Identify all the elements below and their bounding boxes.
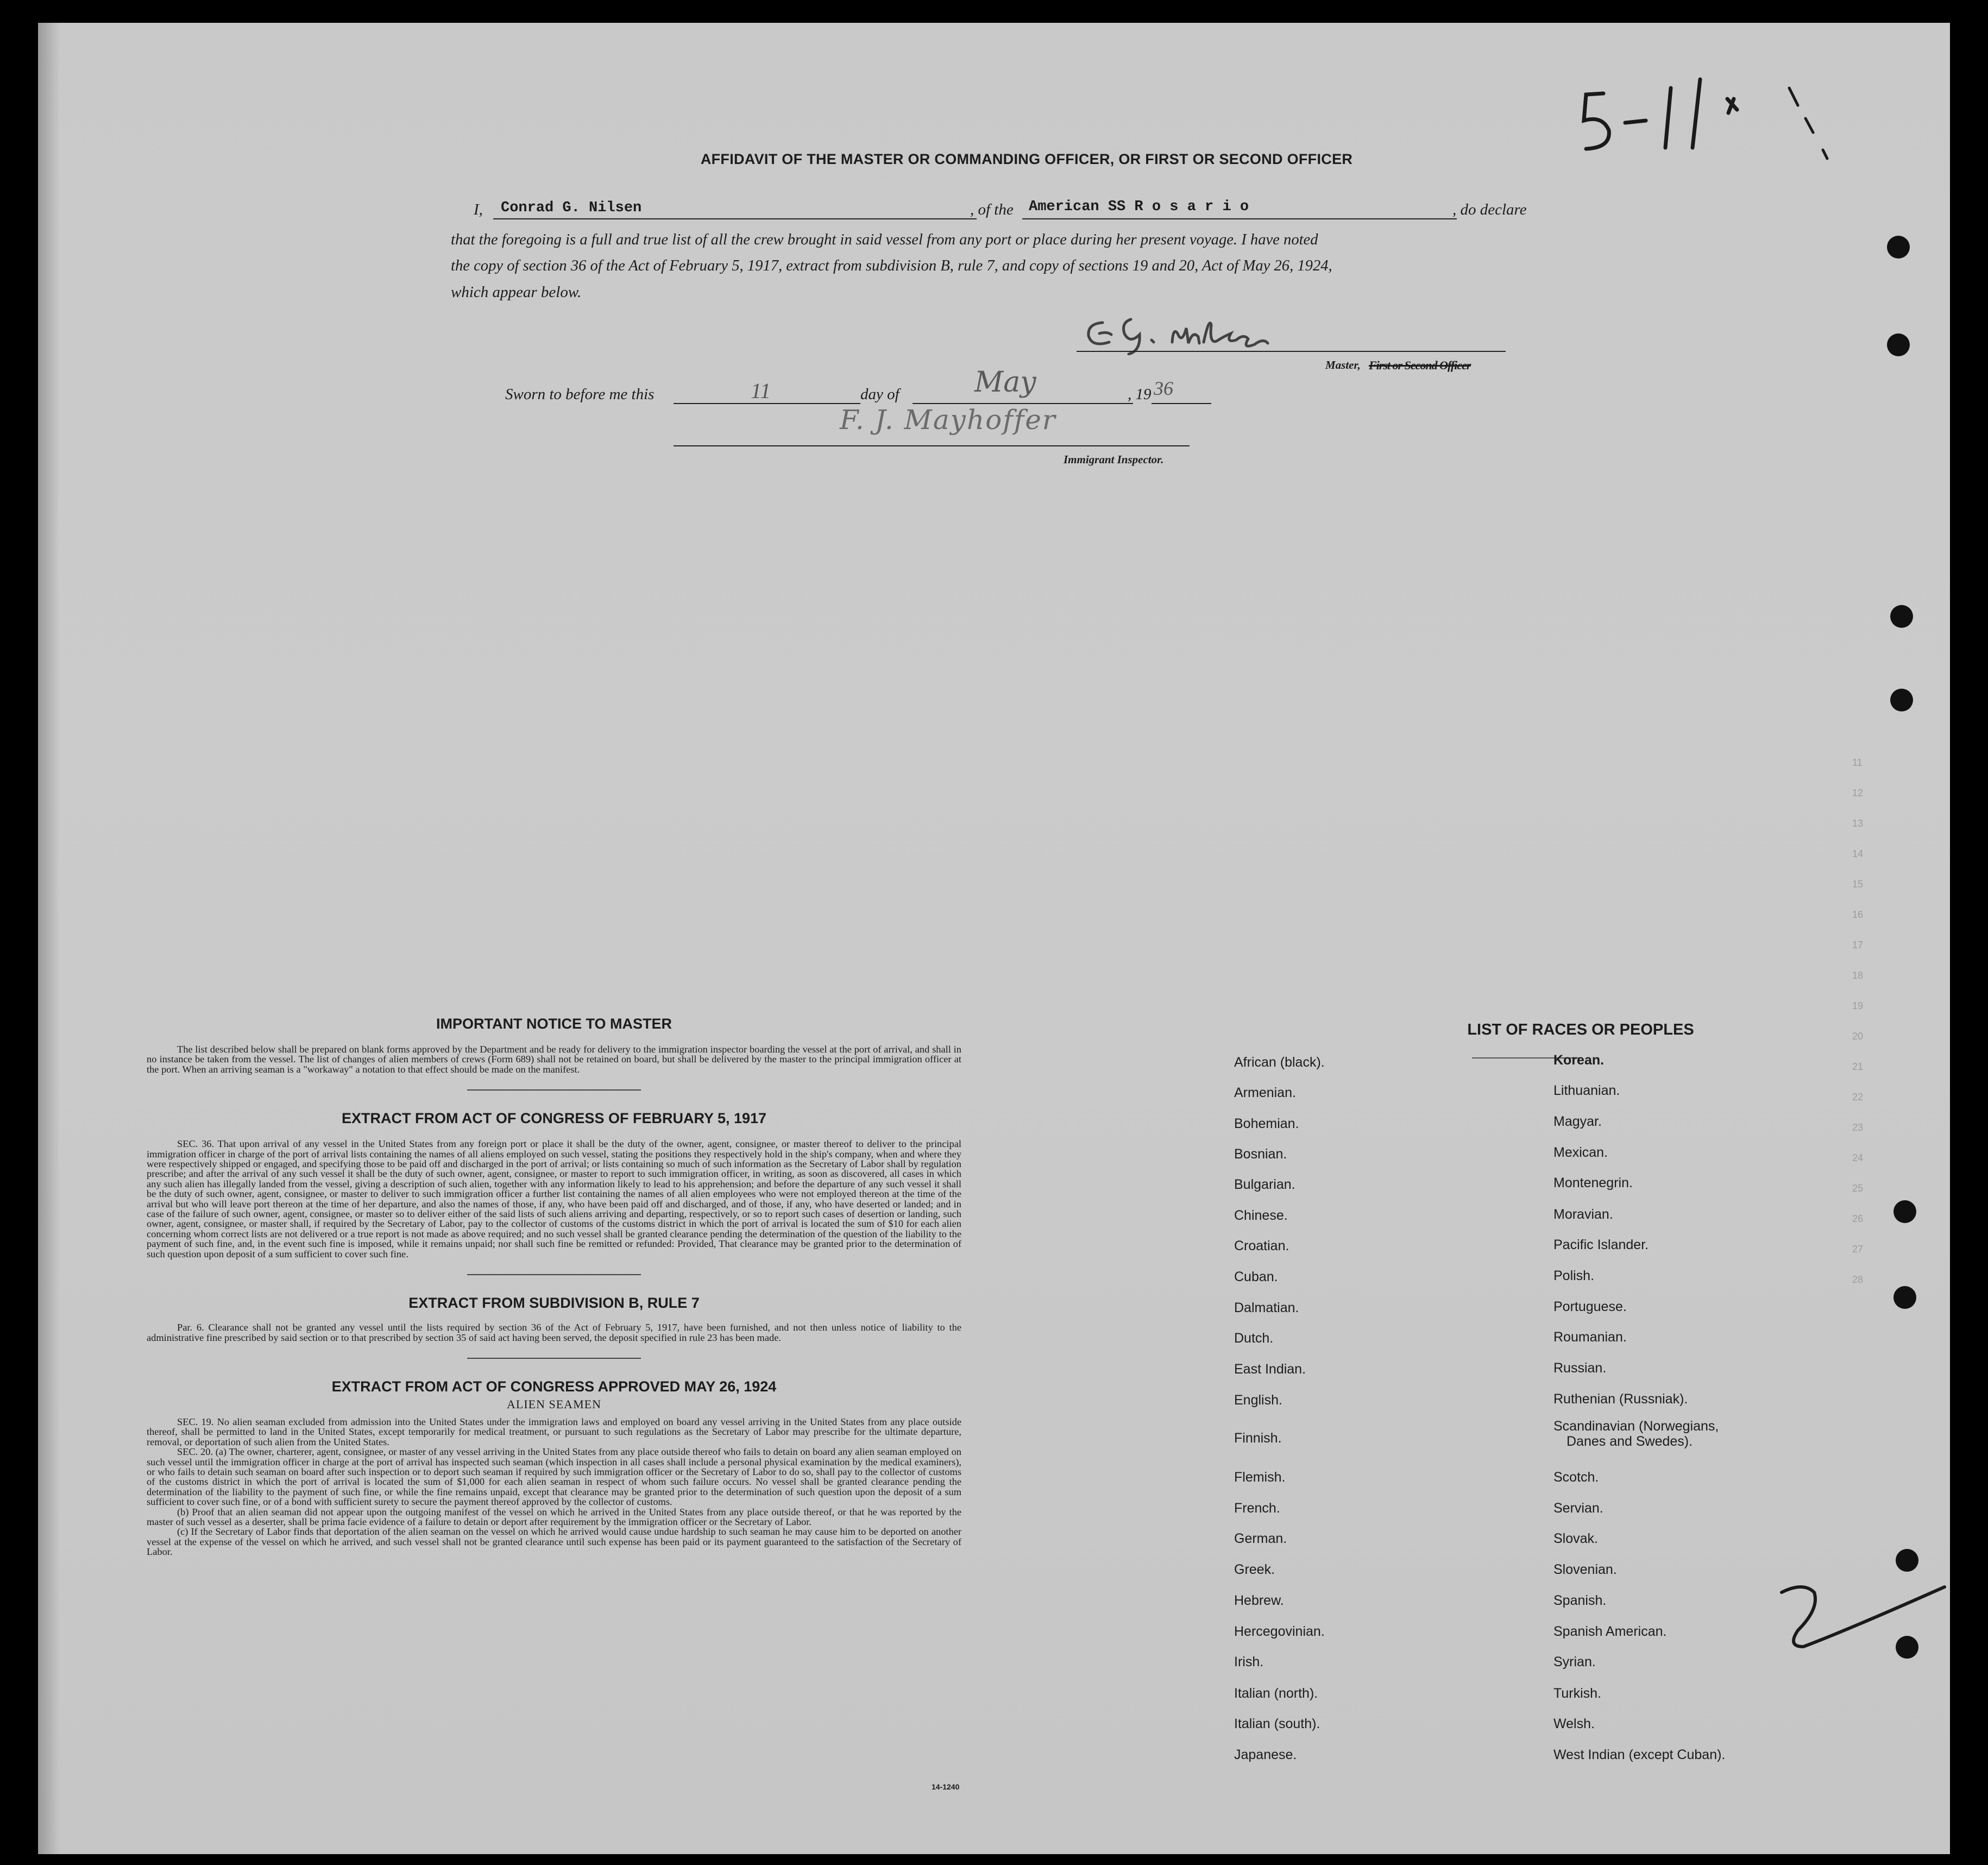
year-value: 36	[1154, 377, 1173, 399]
race-list-item: Servian.	[1553, 1501, 1603, 1516]
binder-hole	[1887, 333, 1910, 356]
notice-title: IMPORTANT NOTICE TO MASTER	[436, 1016, 672, 1032]
race-list-item: German.	[1234, 1531, 1287, 1546]
race-list-item: Roumanian.	[1553, 1330, 1627, 1345]
notice-text: The list described below shall be prepared on blank forms approved by the Department and be ready for delivery to the immigration inspector boarding the vessel at the port of arrival, and shall in no instance be taken from the vessel. The list of changes of alien members of crews (Form 689) shall not be retained on board, but shall be delivered by the master to the principal immigration officer at the port. When an arriving seaman is a "workaway" a notation to that effect should be made on the manifest.	[147, 1044, 961, 1075]
race-list-item: Greek.	[1234, 1562, 1275, 1577]
sworn-label: Sworn to before me this	[505, 386, 655, 403]
race-list-item: Slovak.	[1553, 1531, 1598, 1546]
binder-hole	[1887, 236, 1910, 259]
of-the-label: , of the	[970, 201, 1014, 218]
margin-number: 19	[1852, 1000, 1864, 1011]
binder-hole	[1893, 1286, 1916, 1309]
race-list-item: Polish.	[1553, 1268, 1595, 1283]
page-edge-shadow	[38, 23, 60, 1854]
margin-number: 12	[1852, 787, 1864, 798]
master-name-underline	[493, 218, 977, 219]
separator	[467, 1358, 641, 1359]
vessel-name-underline	[1022, 218, 1457, 219]
document-page	[38, 23, 1950, 1854]
affidavit-text-line-2: that the foregoing is a full and true list of all the crew brought in said vessel from any port or place during her present voyage. I have noted	[451, 231, 1318, 248]
margin-number: 16	[1852, 909, 1864, 920]
affidavit-text-line-4: which appear below.	[451, 283, 582, 301]
margin-number: 15	[1852, 879, 1864, 890]
race-list-item: Spanish American.	[1553, 1624, 1667, 1639]
page-tear-mark	[1776, 83, 1863, 191]
race-list-item: Japanese.	[1234, 1747, 1297, 1762]
sec20a-text: SEC. 20. (a) The owner, charterer, agent, consignee, or master of any vessel arriving in the United States from any place outside thereof who fails to detain on board any alien seaman employed on such vessel until the immigration officer in charge at the port of arrival has inspected such seaman (which inspection in all cases shall include a personal physical examination by the medical examiners), or who fails to detain such seaman on board after such inspection or to deport such seaman if required by such immigration officer or the Secretary of Labor to do so, shall pay to the collector of customs of the customs district in which the port of arrival is located the sum of $1,000 for each alien seaman in respect of whom such failure occurs. No vessel shall be granted clearance pending the determination of the liability to the payment of such fine, or while the fine remains unpaid, except that clearance may be granted prior to the determination of such question upon the deposit of a sum sufficient to cover such fine, or of a bond with sufficient surety to secure the payment thereof approved by the collector of customs.	[147, 1446, 961, 1508]
margin-number: 20	[1852, 1031, 1864, 1042]
sec20b-text: (b) Proof that an alien seaman did not appear upon the outgoing manifest of the vessel on which he arrived in the United States from any place outside thereof, or that he was reported by the master of such vessel as a deserter, shall be prima facie evidence of a failure to detain or deport after requirement by the immigration officer or the Secretary of Labor.	[147, 1506, 961, 1527]
day-value: 11	[751, 379, 771, 403]
affidavit-prefix: I,	[474, 201, 483, 218]
do-declare-label: , do declare	[1452, 201, 1527, 218]
race-list-item: Ruthenian (Russniak).	[1553, 1391, 1688, 1407]
race-list-item: Bosnian.	[1234, 1146, 1287, 1162]
race-list-item: East Indian.	[1234, 1362, 1306, 1377]
margin-number: 24	[1852, 1152, 1864, 1163]
race-list-item: Portuguese.	[1553, 1299, 1627, 1314]
separator	[467, 1274, 641, 1275]
margin-number: 13	[1852, 818, 1864, 829]
month-value: May	[974, 366, 1036, 399]
race-list-item: Scotch.	[1553, 1470, 1599, 1485]
race-list-item: Bulgarian.	[1234, 1177, 1295, 1192]
binder-hole	[1890, 605, 1913, 628]
handwritten-check-mark	[1771, 1576, 1955, 1663]
race-list-item: Hercegovinian.	[1234, 1624, 1325, 1639]
race-list-item: Chinese.	[1234, 1208, 1288, 1223]
affidavit-text-line-3: the copy of section 36 of the Act of February 5, 1917, extract from subdivision B, rule 7, and copy of sections 19 and 20, Act of May 26, 1924,	[451, 257, 1332, 274]
race-list-item: Slovenian.	[1553, 1562, 1617, 1577]
race-list-item: Danes and Swedes).	[1567, 1434, 1693, 1449]
year-underline	[1152, 403, 1211, 404]
race-list-item: Russian.	[1553, 1360, 1607, 1376]
race-list-item: Bohemian.	[1234, 1116, 1299, 1131]
race-list-item: Moravian.	[1553, 1207, 1613, 1222]
race-list-item: Italian (south).	[1234, 1716, 1320, 1731]
race-list-item: Cuban.	[1234, 1269, 1278, 1284]
form-number: 14-1240	[932, 1782, 960, 1791]
day-of-label: day of	[860, 386, 899, 403]
master-label: Master,	[1325, 358, 1361, 371]
race-list-item: Syrian.	[1553, 1654, 1596, 1669]
margin-number: 26	[1852, 1213, 1864, 1224]
race-list-item: African (black).	[1234, 1055, 1325, 1070]
master-signature-line	[1077, 351, 1506, 352]
inspector-label: Immigrant Inspector.	[1064, 453, 1164, 466]
race-list-item: French.	[1234, 1501, 1280, 1516]
margin-number: 25	[1852, 1183, 1864, 1194]
race-list-item: West Indian (except Cuban).	[1553, 1747, 1726, 1762]
year-prefix: , 19	[1128, 386, 1152, 403]
race-list-item: Flemish.	[1234, 1470, 1286, 1485]
margin-number: 27	[1852, 1244, 1864, 1255]
rule7-title: EXTRACT FROM SUBDIVISION B, RULE 7	[408, 1295, 700, 1312]
race-list-item: Welsh.	[1553, 1716, 1595, 1731]
race-list-item: Dutch.	[1234, 1331, 1274, 1346]
binder-hole	[1893, 1200, 1916, 1223]
race-list-item: Montenegrin.	[1553, 1175, 1633, 1190]
extract-1917-title: EXTRACT FROM ACT OF CONGRESS OF FEBRUARY 5, 1917	[341, 1110, 767, 1127]
binder-hole	[1896, 1549, 1918, 1572]
rule7-text: Par. 6. Clearance shall not be granted any vessel until the lists required by section 36 of the Act of February 5, 1917, have been furnished, and not then unless notice of liability to the administrative fine prescribed by said section or to that prescribed by section 35 of said act having been served, the deposit specified in rule 23 has been made.	[147, 1322, 961, 1343]
binder-hole	[1890, 689, 1913, 711]
handwritten-page-number	[1564, 66, 1782, 159]
race-list-item: Irish.	[1234, 1654, 1264, 1669]
race-list-item: Italian (north).	[1234, 1686, 1318, 1701]
margin-number: 17	[1852, 940, 1864, 950]
margin-number: 18	[1852, 970, 1864, 981]
race-list-item: Hebrew.	[1234, 1593, 1284, 1608]
race-list-item: English.	[1234, 1393, 1282, 1408]
inspector-signature: F. J. Mayhoffer	[840, 404, 1056, 436]
vessel-name-field[interactable]: American SS R o s a r i o	[1029, 199, 1249, 215]
margin-number: 23	[1852, 1122, 1864, 1133]
race-list-item: Korean.	[1553, 1053, 1605, 1068]
master-name-field[interactable]: Conrad G. Nilsen	[501, 200, 642, 216]
race-list-item: Dalmatian.	[1234, 1300, 1299, 1315]
race-list-item: Pacific Islander.	[1553, 1237, 1649, 1252]
inspector-signature-line	[674, 445, 1190, 446]
race-list-item: Turkish.	[1553, 1686, 1601, 1701]
races-title: LIST OF RACES OR PEOPLES	[1467, 1021, 1694, 1038]
sec20c-text: (c) If the Secretary of Labor finds that deportation of the alien seaman on the vessel on which he arrived would cause undue hardship to such seaman he may cause him to be deported on another vessel at the expense of the vessel on which he arrived, and such vessel shall not be granted clearance until such expense has been paid or its payment guaranteed to the satisfaction of the Secretary of Labor.	[147, 1526, 961, 1558]
margin-number: 22	[1852, 1092, 1864, 1102]
margin-number: 11	[1852, 757, 1863, 768]
race-list-item: Mexican.	[1553, 1145, 1608, 1160]
affidavit-heading: AFFIDAVIT OF THE MASTER OR COMMANDING OFFICER, OR FIRST OR SECOND OFFICER	[700, 151, 1353, 167]
race-list-item: Finnish.	[1234, 1431, 1282, 1446]
extract-1917-text: SEC. 36. That upon arrival of any vessel in the United States from any foreign port or place it shall be the duty of the owner, agent, consignee, or master thereof to deliver to the principal immigration officer in charge of the port of arrival lists containing the names of all aliens employed on such vessel, stating the positions they respectively hold in the ship's company, when and where they were respectively shipped or engaged, and specifying those to be paid off and discharged in the port of arrival; or lists containing so much of such information as the Secretary of Labor shall by regulation prescribe; and after the arrival of any such vessel it shall be the duty of such owner, agent, consignee, or master to report to such immigration officer, in writing, as soon as discovered, all cases in which any such alien has illegally landed from the vessel, giving a description of such alien, together with any information likely to lead to his apprehension; and before the departure of any such vessel it shall be the duty of such owner, agent, consignee, or master to deliver to such immigration officer a further list containing the names of all alien employees who were not employed thereon at the time of the arrival but who will leave port thereon at the time of her departure, and also the names of those, if any, who have been paid off and discharged, and of those, if any, who have deserted or landed; and in case of the failure of such owner, agent, consignee, or master so to deliver either of the said lists of such aliens arriving and departing, respectively, or so to report such cases of desertion or landing, such owner, agent, consignee, or master shall, if required by the Secretary of Labor, pay to the collector of customs of the customs district in which the port of arrival is located the sum of $10 for each alien concerning whom correct lists are not delivered or a true report is not made as above required; and no such vessel shall be granted clearance pending the determination of the question of the liability to the payment of such fine, and, in the event such fine is imposed, while it remains unpaid; nor shall such fine be remitted or refunded: Provided, That clearance may be granted prior to the determination of such question upon deposit of a sum sufficient to cover such fine.	[147, 1138, 961, 1259]
sec19-text: SEC. 19. No alien seaman excluded from admission into the United States under the immigration laws and employed on board any vessel arriving in the United States from any place outside thereof, shall be permitted to land in the United States, except temporarily for medical treatment, or pursuant to such regulations as the Secretary of Labor may prescribe for the ultimate departure, removal, or deportation of such alien from the United States.	[147, 1416, 961, 1447]
legal-notices	[147, 1016, 961, 1557]
race-list-item: Scandinavian (Norwegians,	[1553, 1419, 1719, 1434]
separator	[467, 1089, 641, 1091]
extract-1924-subtitle: ALIEN SEAMEN	[507, 1397, 601, 1411]
master-signature	[1081, 312, 1309, 355]
race-list-item: Lithuanian.	[1553, 1083, 1620, 1098]
margin-number: 28	[1852, 1274, 1864, 1285]
race-list-item: Armenian.	[1234, 1085, 1296, 1100]
extract-1924-title: EXTRACT FROM ACT OF CONGRESS APPROVED MAY 26, 1924	[331, 1378, 777, 1395]
margin-number: 14	[1852, 848, 1864, 859]
margin-number: 21	[1852, 1061, 1864, 1072]
struck-officer-label: First or Second Officer	[1369, 358, 1471, 372]
race-list-item: Croatian.	[1234, 1238, 1289, 1253]
race-list-item: Magyar.	[1553, 1114, 1602, 1129]
race-list-item: Spanish.	[1553, 1593, 1607, 1608]
